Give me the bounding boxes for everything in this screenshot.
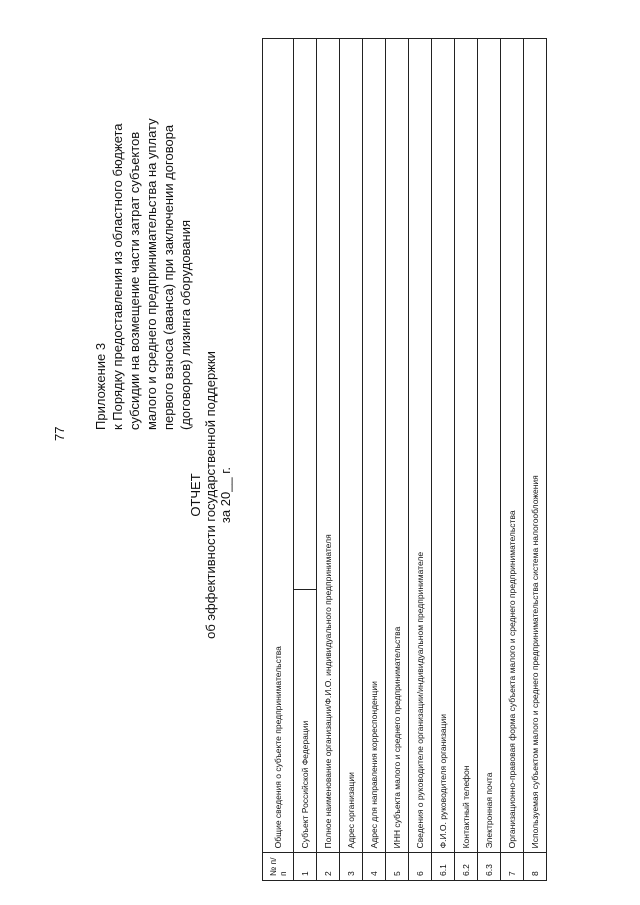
table-row <box>317 39 340 881</box>
appendix-line: к Порядку предоставления из областного бюджета <box>110 123 125 430</box>
table-row <box>386 39 409 881</box>
row-label: Адрес для направления корреспонденции <box>363 39 386 853</box>
row-value-cell[interactable] <box>294 39 317 590</box>
header-label: Общие сведения о субъекте предпринимательства <box>263 39 294 853</box>
row-label: Субъект Российской Федерации <box>294 590 317 853</box>
table-row <box>501 39 524 881</box>
row-num: 4 <box>363 853 386 881</box>
appendix-line: субсидии на возмещение части затрат субъектов <box>127 131 142 430</box>
row-label: Организационно-правовая форма субъекта малого и среднего предпринимательства <box>501 39 524 853</box>
page-number: 77 <box>52 426 67 441</box>
row-label: Сведения о руководителе организации/индивидуальном предпринимателе <box>409 39 432 853</box>
appendix-line: первого взноса (аванса) при заключении договора <box>161 124 176 430</box>
table-row <box>409 39 432 881</box>
row-label: Используемая субъектом малого и среднего предпринимательства система налогообложения <box>524 39 547 853</box>
row-label: ИНН субъекта малого и среднего предпринимательства <box>386 39 409 853</box>
appendix-line: малого и среднего предпринимательства на уплату <box>144 118 159 430</box>
appendix-line: Приложение 3 <box>93 342 108 430</box>
row-num: 6.2 <box>455 853 478 881</box>
row-num: 2 <box>317 853 340 881</box>
row-num: 6.3 <box>478 853 501 881</box>
row-label: Ф.И.О. руководителя организации <box>432 39 455 853</box>
row-label: Электронная почта <box>478 39 501 853</box>
table-row <box>524 39 547 881</box>
table-row <box>455 39 478 881</box>
table-row <box>478 39 501 881</box>
appendix-line: (договоров) лизинга оборудования <box>178 219 193 430</box>
table-row <box>363 39 386 881</box>
row-num: 8 <box>524 853 547 881</box>
report-title-block <box>188 235 233 755</box>
table-header-row <box>263 39 294 881</box>
row-label: Адрес организации <box>340 39 363 853</box>
table-row <box>294 39 317 881</box>
row-num: 3 <box>340 853 363 881</box>
header-num: № п/п <box>263 853 294 881</box>
report-table <box>262 38 547 881</box>
row-num: 6.1 <box>432 853 455 881</box>
row-num: 6 <box>409 853 432 881</box>
row-num: 1 <box>294 853 317 881</box>
appendix-header <box>92 10 194 430</box>
row-label: Контактный телефон <box>455 39 478 853</box>
table-row <box>340 39 363 881</box>
report-subtitle: об эффективности государственной поддержки <box>203 351 218 639</box>
report-title: ОТЧЕТ <box>188 473 203 517</box>
table-row <box>432 39 455 881</box>
row-num: 7 <box>501 853 524 881</box>
row-label: Полное наименование организации/Ф.И.О. индивидуального предпринимателя <box>317 39 340 853</box>
report-period: за 20__ г. <box>218 466 233 524</box>
row-num: 5 <box>386 853 409 881</box>
